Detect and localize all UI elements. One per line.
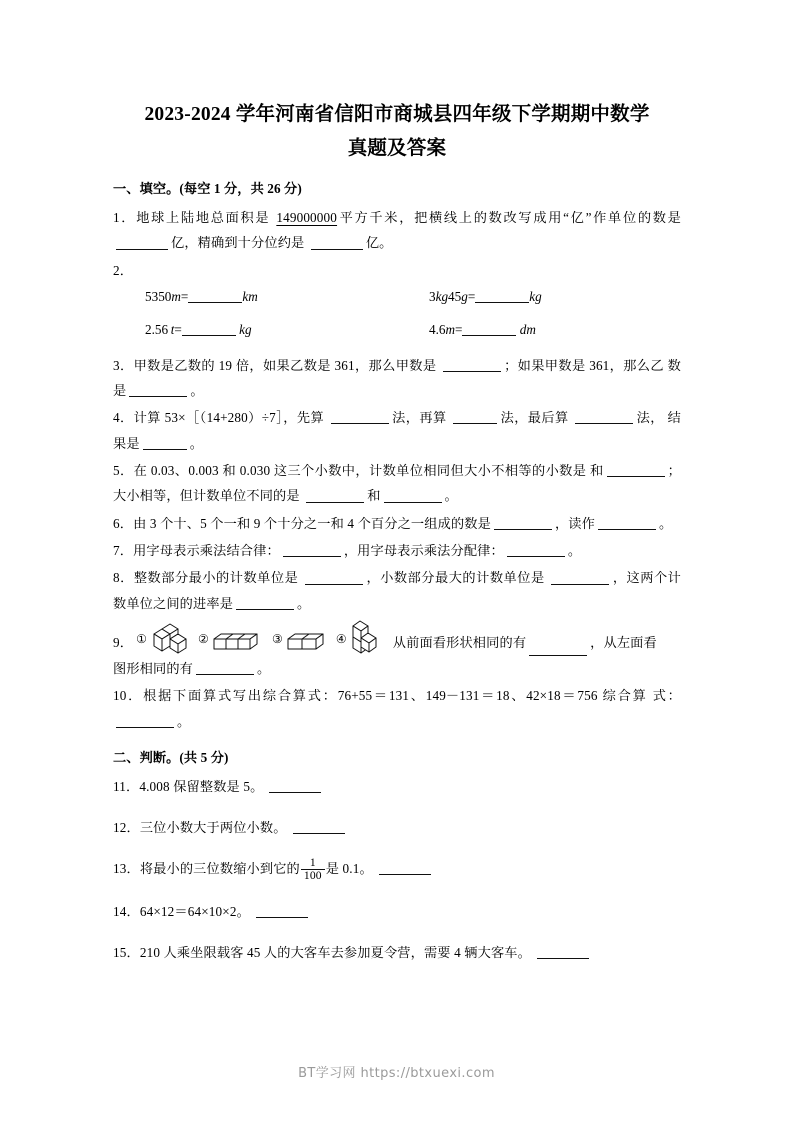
question-8	[113, 565, 681, 616]
conversion-result-unit: km	[242, 289, 258, 305]
question-15-text: 210 人乘坐限载客 45 人的大客车去参加夏令营，需要 4 辆大客车。	[139, 944, 531, 960]
question-9-text-part1: 从前面看形状相同的有	[392, 634, 527, 650]
question-10-text-part1: 根据下面算式写出综合算式：76+55＝131、149－131＝18、42×18＝756 综合算	[143, 688, 648, 704]
conversion-value: 4.6	[429, 321, 446, 337]
question-13-number: 13．	[113, 861, 140, 877]
question-7-text-part2: ，用字母表示乘法分配律：	[343, 543, 504, 559]
question-7	[113, 538, 681, 563]
equals-sign: =	[455, 321, 463, 337]
question-6-number: 6．	[113, 515, 134, 531]
l-shape-three-cubes-icon	[150, 622, 190, 656]
answer-blank[interactable]	[551, 571, 609, 585]
question-7-number: 7．	[113, 543, 134, 559]
answer-blank[interactable]	[188, 290, 242, 303]
question-8-text-part4: 数单位之间的进率是	[113, 595, 234, 611]
question-1	[113, 205, 681, 256]
question-13-text-part1: 将最小的三位数缩小到它的	[139, 861, 300, 877]
question-10	[113, 683, 681, 734]
figure-2-label: ②	[198, 632, 209, 647]
figure-4-label: ④	[335, 632, 347, 647]
conversion-unit: kg	[435, 289, 449, 305]
question-10-text-part2: 式：	[652, 688, 681, 704]
stack-two-plus-one-cube-icon	[350, 618, 388, 656]
question-9	[113, 618, 681, 681]
question-1-text-part3: 亿，精确到十分位约是	[171, 235, 305, 251]
question-11-number: 11．	[113, 779, 140, 795]
answer-blank[interactable]	[475, 290, 529, 303]
section-heading-fill-in-blank: 一、填空。(每空 1 分，共 26 分)	[113, 181, 302, 197]
answer-blank[interactable]	[196, 662, 254, 676]
conversion-unit: t	[170, 321, 175, 337]
question-9-text-part2: ，从左面看	[590, 634, 657, 650]
conversion-row	[113, 320, 681, 340]
question-5-number: 5．	[113, 463, 134, 479]
question-4-text-part2: 法，再算	[391, 410, 447, 426]
question-12-number: 12．	[113, 820, 140, 836]
question-3-number: 3．	[113, 357, 134, 373]
question-4-text-part6: 。	[189, 435, 204, 451]
question-5-text-part3: ；大小相等，但计数单位不同的是	[113, 463, 681, 504]
answer-blank[interactable]	[293, 821, 345, 834]
footer-watermark: BT学习网 https://btxuexi.com	[298, 1066, 495, 1081]
conversion-result-unit: kg	[529, 289, 542, 305]
question-14	[113, 899, 681, 924]
question-10-number: 10．	[113, 688, 144, 704]
question-2	[113, 258, 681, 283]
equals-sign: =	[174, 321, 182, 337]
question-9-text-part3: 图形相同的有	[113, 661, 194, 677]
conversion-unit: m	[171, 289, 181, 305]
question-14-text: 64×12＝64×10×2。	[139, 903, 250, 919]
conversion-value-2: 45	[448, 289, 462, 305]
document-body	[113, 98, 681, 981]
question-8-text-part3: ，这两个计	[612, 570, 682, 586]
question-4-text-part3: 法，最后算	[500, 410, 569, 426]
conversion-item	[397, 320, 681, 340]
question-11	[113, 774, 681, 799]
question-4	[113, 405, 681, 456]
question-3-text-part4: 。	[190, 383, 204, 399]
question-3-text-part3: 数是	[113, 357, 681, 399]
conversion-item	[397, 287, 681, 307]
question-13	[113, 856, 681, 883]
question-3	[113, 353, 681, 404]
question-9-number: 9．	[113, 634, 134, 650]
question-4-number: 4．	[113, 410, 134, 426]
question-3-text-part2: ；如果甲数是 361，那么乙	[504, 357, 664, 373]
question-6-text-part3: 。	[658, 515, 673, 531]
question-4-text-part4: 法，	[636, 410, 664, 426]
answer-blank[interactable]	[182, 323, 236, 336]
answer-blank[interactable]	[443, 358, 501, 372]
title-line-2: 真题及答案	[347, 137, 447, 159]
answer-blank[interactable]	[311, 236, 363, 250]
answer-blank[interactable]	[129, 384, 187, 398]
question-11-text: 4.008 保留整数是 5。	[139, 779, 264, 795]
answer-blank[interactable]	[331, 411, 389, 425]
question-5-text-part4: 和	[367, 488, 381, 504]
question-2-number: 2．	[113, 262, 134, 278]
answer-blank[interactable]	[283, 544, 341, 558]
question-2-conversions	[113, 287, 681, 340]
question-8-text-part2: ，小数部分最大的计数单位是	[366, 570, 545, 586]
answer-blank[interactable]	[384, 489, 442, 503]
answer-blank[interactable]	[529, 642, 587, 657]
section-heading-true-false: 二、判断。(共 5 分)	[113, 750, 229, 766]
conversion-result-unit: kg	[239, 321, 252, 337]
conversion-result-unit: dm	[519, 321, 536, 337]
page-title	[113, 98, 681, 165]
figure-2-group	[198, 626, 264, 656]
question-15-number: 15．	[113, 944, 140, 960]
question-13-text-part2: 是 0.1。	[325, 861, 373, 877]
answer-blank[interactable]	[453, 411, 497, 425]
question-9-figures-line	[113, 618, 681, 656]
answer-blank[interactable]	[379, 862, 431, 875]
answer-blank[interactable]	[236, 596, 294, 610]
conversion-unit: m	[445, 321, 456, 337]
question-5-text-part2: 和	[590, 463, 604, 479]
question-7-text-part3: 。	[567, 543, 582, 559]
question-6-text-part2: ，读作	[554, 515, 595, 531]
row-three-cubes-icon	[212, 626, 264, 656]
question-9-line2	[113, 656, 681, 681]
fraction-one-hundredth	[301, 857, 325, 883]
question-1-underlined-value: 149000000	[276, 210, 338, 226]
answer-blank[interactable]	[269, 780, 321, 793]
question-6-text-part1: 由 3 个十、5 个一和 9 个十分之一和 4 个百分之一组成的数是	[133, 515, 491, 531]
conversion-item	[113, 320, 397, 340]
figure-3-label: ③	[271, 632, 283, 647]
question-10-text-part3: 。	[177, 713, 191, 729]
question-15	[113, 940, 681, 965]
answer-blank[interactable]	[306, 489, 364, 503]
conversion-row	[113, 287, 681, 307]
question-4-text-part5: 结果是	[113, 410, 681, 451]
question-12	[113, 815, 681, 840]
question-1-text-part4: 亿。	[365, 235, 393, 251]
answer-blank[interactable]	[305, 571, 363, 585]
conversion-value: 3	[429, 289, 436, 305]
equals-sign: =	[467, 289, 476, 305]
row-two-cubes-icon	[286, 626, 328, 656]
answer-blank[interactable]	[116, 236, 168, 250]
figure-1-label: ①	[136, 632, 148, 647]
fraction-denominator: 100	[301, 869, 325, 883]
question-8-number: 8．	[113, 570, 134, 586]
figure-4-group	[336, 618, 388, 656]
question-3-text-part1: 甲数是乙数的 19 倍，如果乙数是 361，那么甲数是	[133, 357, 437, 373]
question-9-text-part4: 。	[257, 661, 271, 677]
figure-1-group	[136, 622, 190, 656]
answer-blank[interactable]	[575, 411, 633, 425]
question-8-text-part5: 。	[297, 595, 311, 611]
question-1-text-part2: 平方千米，把横线上的数改写成用“亿”作单位的数是	[338, 210, 681, 226]
question-7-text-part1: 用字母表示乘法结合律：	[133, 543, 280, 559]
answer-blank[interactable]	[598, 516, 656, 530]
conversion-value: 2.56	[145, 321, 169, 337]
answer-blank[interactable]	[537, 946, 589, 959]
question-1-text-part1: 地球上陆地总面积是	[136, 210, 271, 226]
conversion-value: 5350	[145, 289, 172, 305]
question-12-text: 三位小数大于两位小数。	[139, 820, 287, 836]
answer-blank[interactable]	[507, 544, 565, 558]
question-4-text-part1: 计算 53×［（14+280）÷7］，先算	[133, 410, 325, 426]
answer-blank[interactable]	[607, 464, 665, 478]
figure-3-group	[272, 626, 328, 656]
question-6	[113, 511, 681, 536]
question-5	[113, 458, 681, 509]
conversion-item	[113, 287, 397, 307]
answer-blank[interactable]	[494, 516, 552, 530]
answer-blank[interactable]	[143, 436, 187, 450]
question-1-number: 1．	[113, 210, 137, 226]
question-5-text-part1: 在 0.03、0.003 和 0.030 这三个小数中，计数单位相同但大小不相等的小数是	[133, 463, 587, 479]
question-8-text-part1: 整数部分最小的计数单位是	[133, 570, 299, 586]
conversion-unit-2: g	[461, 289, 468, 305]
equals-sign: =	[180, 289, 189, 305]
fraction-numerator: 1	[309, 855, 316, 869]
answer-blank[interactable]	[462, 323, 516, 336]
question-14-number: 14．	[113, 903, 140, 919]
question-5-text-part5: 。	[444, 488, 458, 504]
answer-blank[interactable]	[256, 905, 308, 918]
answer-blank[interactable]	[116, 714, 174, 728]
title-line-1: 2023-2024 学年河南省信阳市商城县四年级下学期期中数学	[144, 104, 650, 125]
